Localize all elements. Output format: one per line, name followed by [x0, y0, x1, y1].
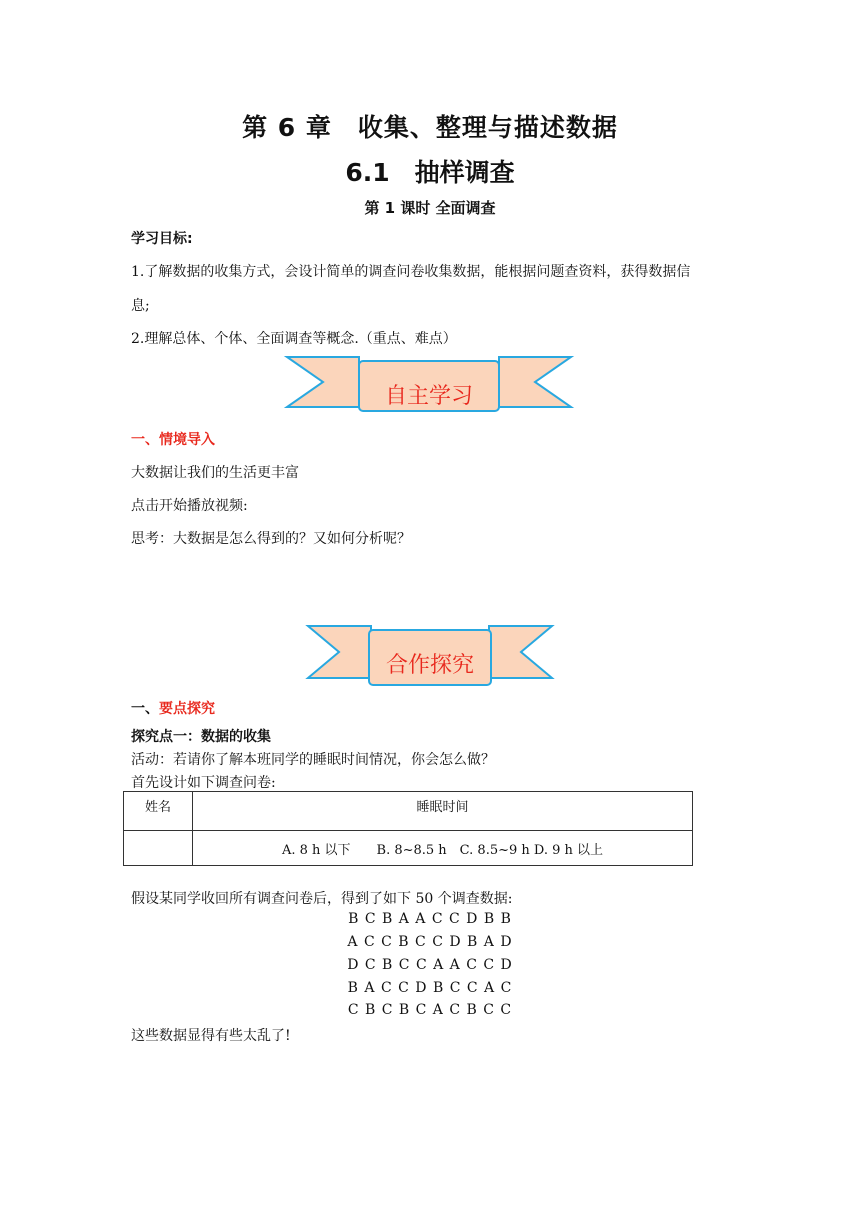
explore-heading-prefix: 一、 [131, 701, 159, 717]
explore-heading [131, 698, 215, 718]
sleep-options-cell: A. 8 h 以下 B. 8~8.5 h C. 8.5~9 h D. 9 h 以上 [193, 831, 693, 866]
intro-heading: 一、情境导入 [131, 432, 215, 448]
objectives-heading: 学习目标: [131, 231, 193, 247]
col-sleep-header: 睡眠时间 [193, 792, 693, 831]
objective-1-line-2: 息; [131, 298, 150, 314]
objective-1-line-1: 1.了解数据的收集方式，会设计简单的调查问卷收集数据，能根据问题查资料，获得数据信 [131, 264, 691, 280]
data-row-1: B C B A A C C D B B [348, 911, 512, 927]
section-title: 6.1 抽样调查 [345, 158, 515, 187]
result-intro: 假设某同学收回所有调查问卷后，得到了如下 50 个调查数据: [131, 891, 513, 907]
name-cell [124, 831, 193, 866]
intro-line-1: 大数据让我们的生活更丰富 [131, 465, 299, 481]
data-row-3: D C B C C A A C C D [347, 957, 513, 973]
data-row-5: C B C B C A C B C C [347, 1002, 513, 1018]
table-row [124, 792, 693, 831]
survey-table [123, 791, 693, 866]
explore-heading-main: 要点探究 [159, 701, 215, 717]
cooperate-label: 合作探究 [385, 653, 474, 678]
objective-2: 2.理解总体、个体、全面调查等概念.（重点、难点） [131, 331, 457, 347]
explore-point-1: 探究点一：数据的收集 [131, 729, 271, 745]
intro-line-2: 点击开始播放视频: [131, 498, 248, 514]
self-study-label: 自主学习 [384, 384, 473, 409]
chapter-title: 第 6 章 收集、整理与描述数据 [242, 113, 618, 142]
data-row-4: B A C C D B C C A C [347, 980, 513, 996]
result-conclusion: 这些数据显得有些太乱了! [131, 1028, 291, 1044]
lesson-title: 第 1 课时 全面调查 [364, 199, 496, 217]
explore-activity: 活动：若请你了解本班同学的睡眠时间情况，你会怎么做？ [131, 752, 495, 768]
table-row [124, 831, 693, 866]
intro-line-3: 思考：大数据是怎么得到的？又如何分析呢？ [131, 531, 411, 547]
explore-design: 首先设计如下调查问卷: [131, 775, 276, 791]
data-row-2: A C C B C C D B A D [347, 934, 513, 950]
col-name-header: 姓名 [124, 792, 193, 831]
